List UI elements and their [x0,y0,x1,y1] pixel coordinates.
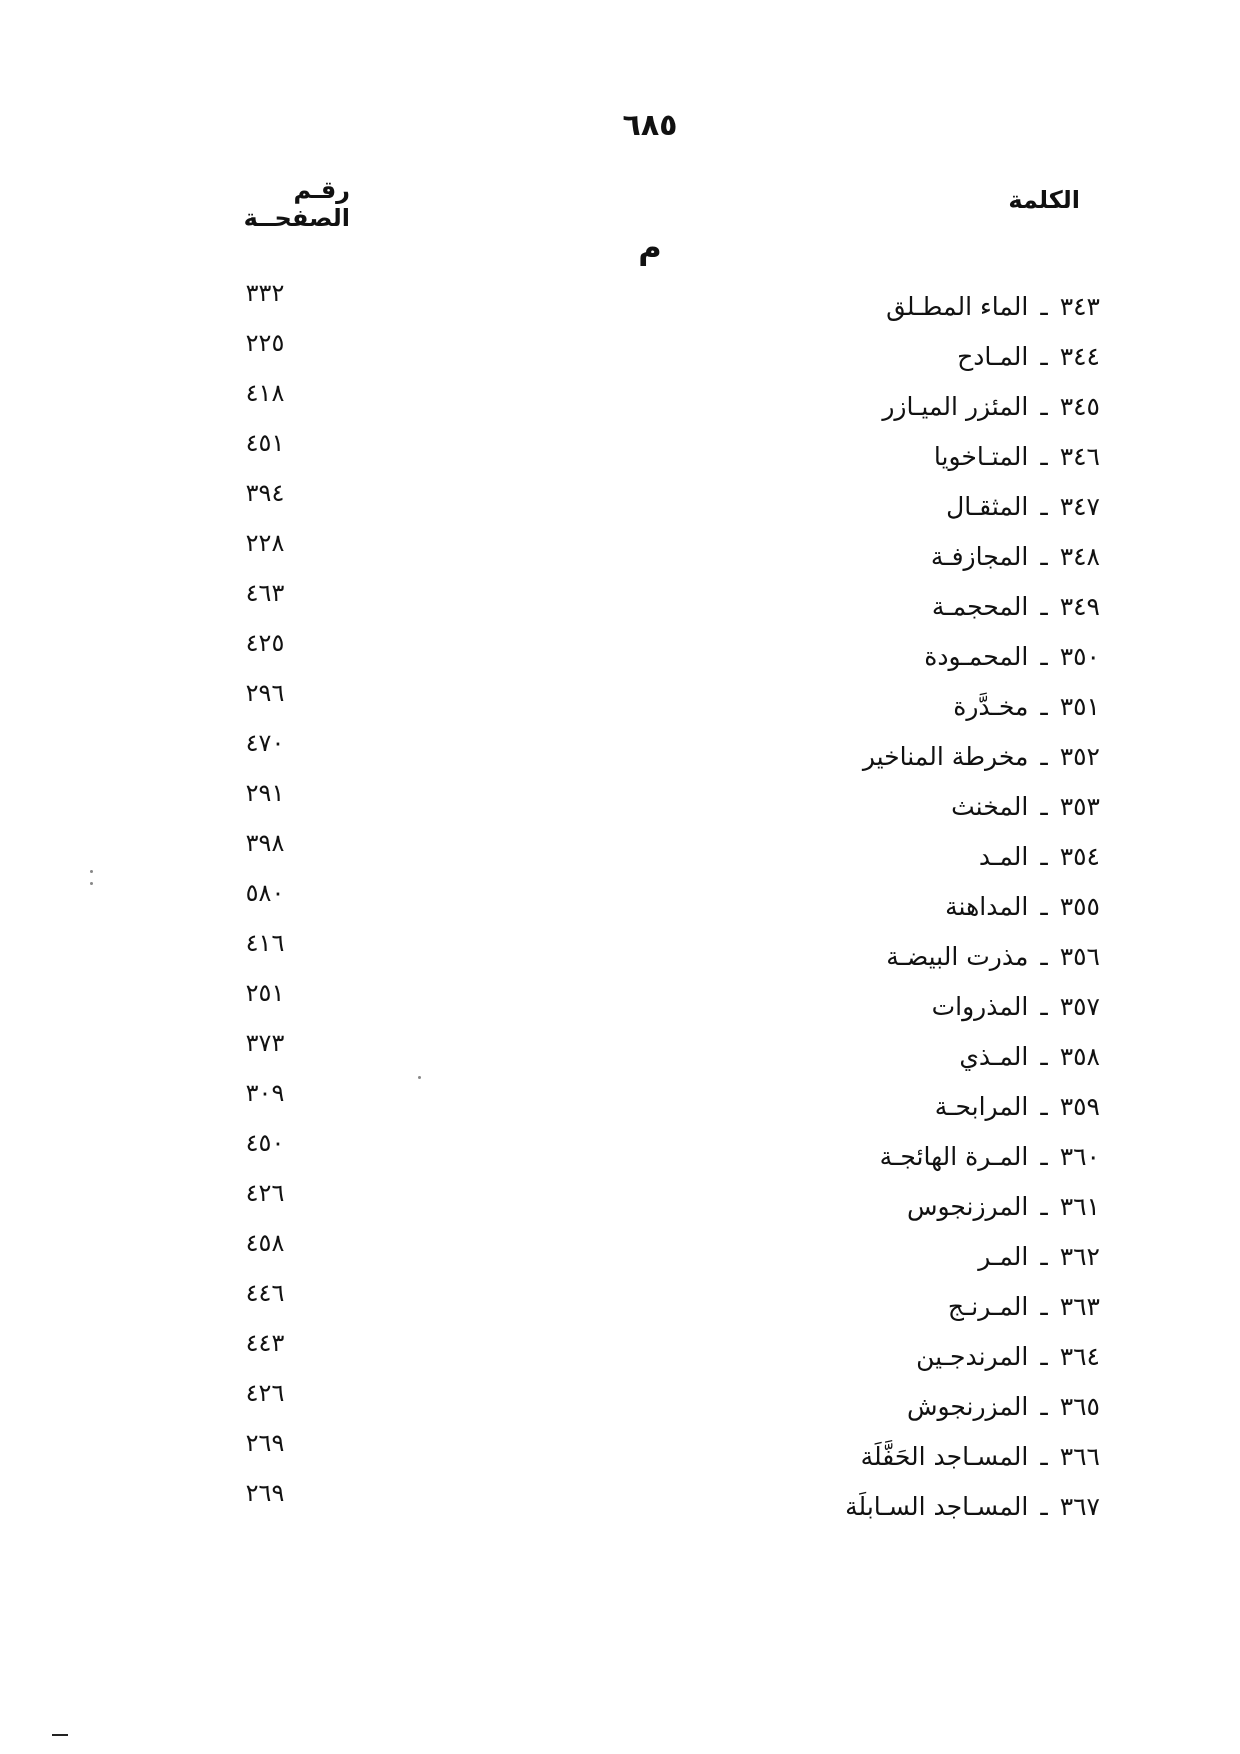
entry-number: ٣٦٢ [1059,1242,1100,1271]
scan-speck [418,1076,421,1079]
entry-page: ٤٥١ [245,429,285,457]
entry-word: المثقـال [946,492,1029,521]
entry-word: المـرة الهائجـة [879,1142,1029,1171]
entry-word: المـرنـج [947,1292,1029,1321]
entry-page: ٤٥٨ [245,1229,285,1257]
entry-word: المـذي [959,1042,1029,1071]
page-number: ٦٨٥ [622,108,678,143]
list-item: ٣٥٧ ـ المذروات [540,982,1100,1032]
entry-page: ٤٤٦ [245,1279,285,1307]
entry-word: المـادح [957,342,1029,371]
entry-word: مخرطة المناخير [862,742,1029,771]
list-item: ٣٤٥ ـ المئزر الميـازر [540,382,1100,432]
list-item: ٣٤٣ ـ الماء المطـلق [540,282,1100,332]
list-item: ٣٦٣ ـ المـرنـج [540,1282,1100,1332]
entry-word: مخـدَّرة [953,692,1029,721]
list-item: ٣٦٤ ـ المرندجـين [540,1332,1100,1382]
word-column-header: الكلمة [1008,186,1080,214]
list-item: ٣٥٦ ـ مذرت البيضـة [540,932,1100,982]
scan-speck [90,870,93,873]
list-item: ٣٤٧ ـ المثقـال [540,482,1100,532]
entry-word: الماء المطـلق [886,292,1029,321]
list-item: ٣٦٢ ـ المـر [540,1232,1100,1282]
entry-number: ٣٦٦ [1059,1442,1100,1471]
scan-speck [90,882,93,885]
entry-page: ٢٩١ [245,779,285,807]
list-item: ٣٥٤ ـ المـد [540,832,1100,882]
entry-number: ٣٥٤ [1059,842,1100,871]
entry-word: المداهنة [945,892,1029,921]
entry-word: المسـاجد الحَفَّلَة [860,1442,1029,1471]
list-item: ٣٦١ ـ المرزنجوس [540,1182,1100,1232]
entry-number: ٣٤٥ [1059,392,1100,421]
entry-page: ٢٦٩ [245,1479,285,1507]
entry-number: ٣٦٥ [1059,1392,1100,1421]
entry-number: ٣٤٦ [1059,442,1100,471]
entry-page: ٤٥٠ [245,1129,285,1157]
entries-list [540,282,1100,1532]
page-numbers-column [205,268,325,1518]
list-item: ٣٤٦ ـ المتـاخويا [540,432,1100,482]
entry-page: ٢٩٦ [245,679,285,707]
entry-number: ٣٤٩ [1059,592,1100,621]
margin-mark [52,1734,68,1736]
list-item: ٣٥١ ـ مخـدَّرة [540,682,1100,732]
entry-word: المحجمـة [931,592,1029,621]
entry-number: ٣٥٢ [1059,742,1100,771]
entry-number: ٣٦٣ [1059,1292,1100,1321]
list-item: ٣٥٨ ـ المـذي [540,1032,1100,1082]
section-letter: م [638,228,662,266]
list-item: ٣٥٢ ـ مخرطة المناخير [540,732,1100,782]
entry-word: المرندجـين [916,1342,1029,1371]
entry-page: ٤٤٣ [245,1329,285,1357]
entry-word: المئزر الميـازر [882,392,1029,421]
entry-number: ٣٤٨ [1059,542,1100,571]
entry-page: ٢٥١ [245,979,285,1007]
list-item: ٣٥٥ ـ المداهنة [540,882,1100,932]
entry-word: المحمـودة [924,642,1029,671]
entry-number: ٣٥٦ [1059,942,1100,971]
entry-page: ٢٢٨ [245,529,285,557]
entry-number: ٣٦٧ [1059,1492,1100,1521]
entry-word: المزرنجوش [906,1392,1029,1421]
entry-page: ٣٩٤ [245,479,285,507]
list-item: ٣٦٧ ـ المسـاجد السـابلَة [540,1482,1100,1532]
entry-page: ٣٩٨ [245,829,285,857]
entry-number: ٣٤٤ [1059,342,1100,371]
list-item: ٣٥٩ ـ المرابحـة [540,1082,1100,1132]
entry-page: ٣٣٢ [245,279,285,307]
entry-page: ٤٢٦ [245,1379,285,1407]
entry-number: ٣٥٨ [1059,1042,1100,1071]
list-item: ٣٤٩ ـ المحجمـة [540,582,1100,632]
entry-word: المسـاجد السـابلَة [845,1492,1029,1521]
entry-word: المتـاخويا [933,442,1029,471]
entry-number: ٣٦٤ [1059,1342,1100,1371]
list-item: ٣٦٥ ـ المزرنجوش [540,1382,1100,1432]
entry-page: ٤١٨ [245,379,285,407]
entry-word: المذروات [931,992,1029,1021]
entry-word: المخنث [951,792,1029,821]
entry-page: ٣٠٩ [245,1079,285,1107]
entry-page: ٢٢٥ [245,329,285,357]
entry-word: مذرت البيضـة [886,942,1029,971]
entry-page: ٤٢٥ [245,629,285,657]
entry-number: ٣٤٣ [1059,292,1100,321]
list-item: ٣٤٨ ـ المجازفـة [540,532,1100,582]
entry-number: ٣٥٩ [1059,1092,1100,1121]
entry-word: المرابحـة [934,1092,1029,1121]
entry-word: المـد [978,842,1029,871]
entry-page: ٢٦٩ [245,1429,285,1457]
entry-word: المرزنجوس [906,1192,1029,1221]
page-column-header: رقـم الصفحــة [243,176,350,232]
entry-number: ٣٥٥ [1059,892,1100,921]
entry-word: المجازفـة [930,542,1029,571]
entry-page: ٤٦٣ [245,579,285,607]
entry-page: ٤٢٦ [245,1179,285,1207]
entry-number: ٣٦١ [1059,1192,1100,1221]
entry-word: المـر [978,1242,1029,1271]
entry-page: ٥٨٠ [245,879,285,907]
entry-number: ٣٥٣ [1059,792,1100,821]
entry-number: ٣٥٠ [1059,642,1100,671]
entry-number: ٣٦٠ [1059,1142,1100,1171]
entry-page: ٣٧٣ [245,1029,285,1057]
entry-number: ٣٤٧ [1059,492,1100,521]
list-item: ٣٦٠ ـ المـرة الهائجـة [540,1132,1100,1182]
entry-page: ٤١٦ [245,929,285,957]
entry-page: ٤٧٠ [245,729,285,757]
entry-number: ٣٥١ [1059,692,1100,721]
list-item: ٣٥٣ ـ المخنث [540,782,1100,832]
entry-number: ٣٥٧ [1059,992,1100,1021]
list-item: ٣٥٠ ـ المحمـودة [540,632,1100,682]
list-item: ٣٦٦ ـ المسـاجد الحَفَّلَة [540,1432,1100,1482]
list-item: ٣٤٤ ـ المـادح [540,332,1100,382]
